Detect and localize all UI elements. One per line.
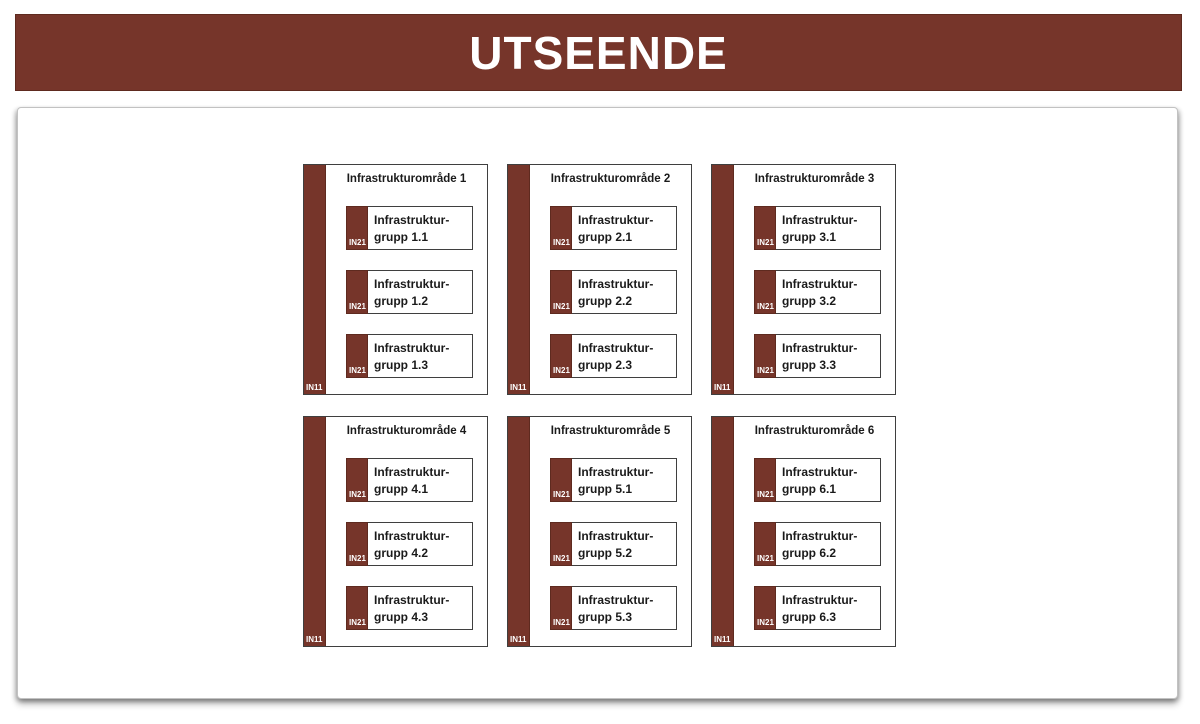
group-label-line2: grupp 1.1	[374, 230, 429, 244]
area-box-1	[303, 164, 488, 395]
group-label-line2: grupp 5.1	[578, 482, 633, 496]
group-label	[776, 270, 881, 314]
group-badge-label: IN21	[553, 490, 570, 499]
area-left-bar	[304, 165, 326, 394]
group-label-line1: Infrastruktur-	[374, 341, 450, 355]
group-label-line1: Infrastruktur-	[782, 593, 858, 607]
area-title: Infrastrukturområde 1	[346, 173, 467, 185]
slide-card	[17, 107, 1178, 699]
group-badge	[754, 270, 776, 314]
group-label	[368, 458, 473, 502]
group-badge-label: IN21	[553, 366, 570, 375]
group-label-line2: grupp 3.3	[782, 358, 837, 372]
area-left-bar	[304, 417, 326, 646]
infra-group	[346, 586, 473, 630]
group-label-line1: Infrastruktur-	[578, 213, 654, 227]
group-label-line2: grupp 2.2	[578, 294, 633, 308]
group-badge-label: IN21	[349, 366, 366, 375]
group-label	[776, 458, 881, 502]
group-badge-label: IN21	[757, 490, 774, 499]
infra-group	[550, 206, 677, 250]
page-title: UTSEENDE	[469, 26, 728, 79]
infra-group	[550, 586, 677, 630]
area-box-5	[507, 416, 692, 647]
area-left-bar	[508, 417, 530, 646]
group-label-line1: Infrastruktur-	[578, 593, 654, 607]
group-label	[368, 522, 473, 566]
area-box-2	[507, 164, 692, 395]
area-badge: IN11	[714, 383, 731, 392]
group-badge-label: IN21	[553, 238, 570, 247]
group-label	[368, 206, 473, 250]
group-badge	[754, 458, 776, 502]
title-banner	[15, 14, 1182, 91]
group-label-line2: grupp 5.3	[578, 610, 633, 624]
group-label	[572, 270, 677, 314]
group-badge-label: IN21	[757, 618, 774, 627]
group-badge	[550, 522, 572, 566]
group-label-line2: grupp 6.2	[782, 546, 837, 560]
group-label	[776, 206, 881, 250]
group-badge	[346, 458, 368, 502]
group-label-line1: Infrastruktur-	[578, 465, 654, 479]
group-badge	[346, 206, 368, 250]
group-label-line1: Infrastruktur-	[782, 341, 858, 355]
group-label-line1: Infrastruktur-	[782, 213, 858, 227]
group-label-line1: Infrastruktur-	[578, 341, 654, 355]
infra-group	[346, 522, 473, 566]
group-badge	[754, 206, 776, 250]
infra-group	[754, 334, 881, 378]
group-label	[368, 586, 473, 630]
area-badge: IN11	[306, 635, 323, 644]
group-label	[776, 522, 881, 566]
group-label-line2: grupp 6.1	[782, 482, 837, 496]
group-label-line1: Infrastruktur-	[782, 529, 858, 543]
group-label	[572, 458, 677, 502]
area-box-4	[303, 416, 488, 647]
group-label-line2: grupp 1.3	[374, 358, 429, 372]
group-label	[776, 334, 881, 378]
group-label-line1: Infrastruktur-	[782, 277, 858, 291]
group-label	[572, 522, 677, 566]
group-label	[572, 206, 677, 250]
group-badge	[346, 270, 368, 314]
area-title: Infrastrukturområde 2	[550, 173, 671, 185]
group-label-line1: Infrastruktur-	[374, 593, 450, 607]
group-label-line2: grupp 6.3	[782, 610, 837, 624]
area-badge: IN11	[510, 383, 527, 392]
group-badge-label: IN21	[553, 618, 570, 627]
group-badge-label: IN21	[349, 554, 366, 563]
infra-group	[346, 206, 473, 250]
group-label-line1: Infrastruktur-	[374, 277, 450, 291]
group-label-line2: grupp 3.2	[782, 294, 837, 308]
group-label-line2: grupp 4.2	[374, 546, 429, 560]
group-badge	[754, 586, 776, 630]
infra-group	[550, 458, 677, 502]
group-badge-label: IN21	[349, 238, 366, 247]
group-label-line1: Infrastruktur-	[374, 529, 450, 543]
group-badge	[346, 334, 368, 378]
group-label-line2: grupp 2.3	[578, 358, 633, 372]
group-label	[572, 334, 677, 378]
group-label-line2: grupp 5.2	[578, 546, 633, 560]
group-badge-label: IN21	[757, 366, 774, 375]
group-badge	[550, 458, 572, 502]
group-label-line2: grupp 4.1	[374, 482, 429, 496]
group-label-line1: Infrastruktur-	[374, 213, 450, 227]
group-badge	[550, 206, 572, 250]
group-badge-label: IN21	[757, 554, 774, 563]
infra-group	[754, 458, 881, 502]
infra-group	[550, 334, 677, 378]
area-box-6	[711, 416, 896, 647]
group-badge-label: IN21	[553, 302, 570, 311]
infra-group	[550, 270, 677, 314]
group-label-line2: grupp 3.1	[782, 230, 837, 244]
group-badge	[346, 522, 368, 566]
group-label-line1: Infrastruktur-	[578, 529, 654, 543]
group-label	[368, 334, 473, 378]
group-badge	[754, 522, 776, 566]
area-title: Infrastrukturområde 5	[550, 425, 671, 437]
group-label-line2: grupp 4.3	[374, 610, 429, 624]
area-badge: IN11	[510, 635, 527, 644]
infra-group	[346, 458, 473, 502]
group-label	[776, 586, 881, 630]
group-label	[572, 586, 677, 630]
infra-group	[754, 206, 881, 250]
area-title: Infrastrukturområde 6	[754, 425, 875, 437]
infra-group	[754, 586, 881, 630]
group-badge	[550, 586, 572, 630]
group-badge-label: IN21	[757, 238, 774, 247]
area-title: Infrastrukturområde 3	[754, 173, 875, 185]
group-badge-label: IN21	[349, 490, 366, 499]
area-badge: IN11	[306, 383, 323, 392]
group-badge-label: IN21	[349, 618, 366, 627]
group-badge	[550, 270, 572, 314]
infra-group	[754, 522, 881, 566]
area-left-bar	[712, 417, 734, 646]
infra-group	[754, 270, 881, 314]
group-badge-label: IN21	[757, 302, 774, 311]
group-label-line1: Infrastruktur-	[578, 277, 654, 291]
group-badge-label: IN21	[553, 554, 570, 563]
group-label-line1: Infrastruktur-	[782, 465, 858, 479]
group-badge	[346, 586, 368, 630]
group-badge-label: IN21	[349, 302, 366, 311]
infra-group	[550, 522, 677, 566]
area-box-3	[711, 164, 896, 395]
area-title: Infrastrukturområde 4	[346, 425, 467, 437]
area-left-bar	[712, 165, 734, 394]
infra-group	[346, 270, 473, 314]
group-badge	[550, 334, 572, 378]
area-left-bar	[508, 165, 530, 394]
group-label-line2: grupp 1.2	[374, 294, 429, 308]
group-badge	[754, 334, 776, 378]
group-label-line2: grupp 2.1	[578, 230, 633, 244]
group-label	[368, 270, 473, 314]
area-badge: IN11	[714, 635, 731, 644]
infra-group	[346, 334, 473, 378]
group-label-line1: Infrastruktur-	[374, 465, 450, 479]
